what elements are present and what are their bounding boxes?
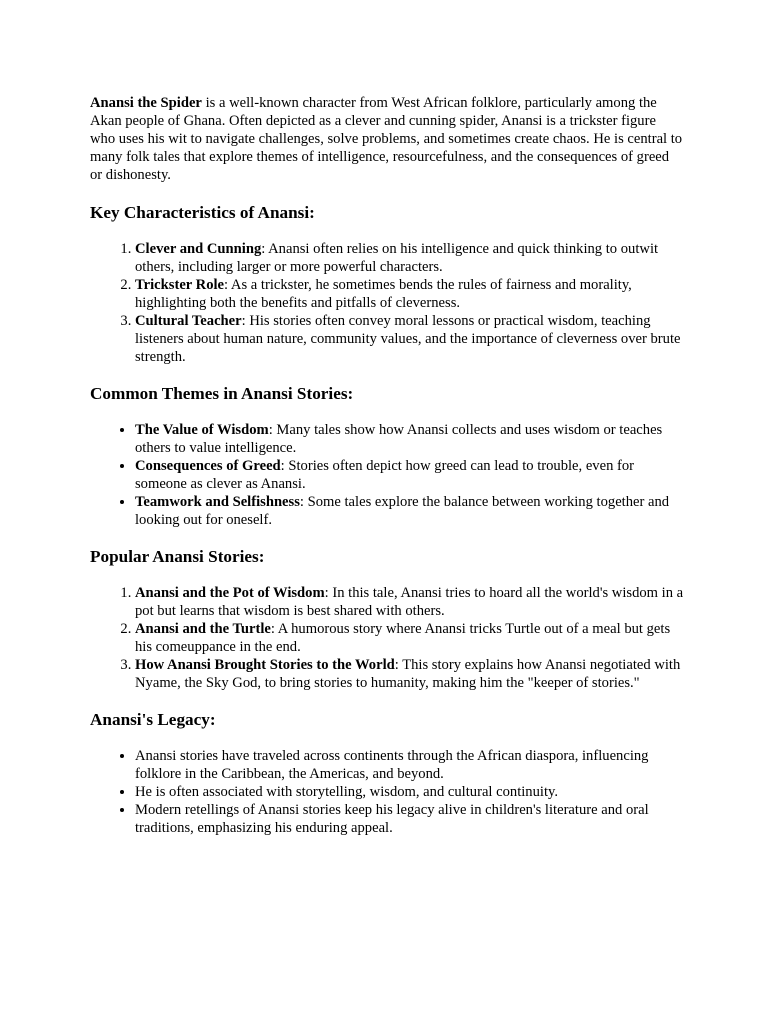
list-item (135, 493, 684, 529)
list-item-term: Consequences of Greed (135, 458, 281, 474)
list-item-term: Cultural Teacher (135, 313, 242, 329)
themes-list (90, 421, 684, 529)
list-item-text: : Some tales explore the balance between working together and looking out for oneself. (135, 494, 670, 528)
list-item-text: : As a trickster, he sometimes bends the rules of fairness and morality, highlighting both the benefits and pitfalls of cleverness. (135, 277, 632, 311)
characteristics-list (90, 240, 684, 366)
list-item (135, 656, 684, 692)
list-item: • He is often associated with storytelling, wisdom, and cultural continuity. (135, 783, 684, 801)
list-item (135, 276, 684, 312)
list-item-text: : Anansi often relies on his intelligence and quick thinking to outwit others, including larger or more powerful characters. (135, 241, 659, 275)
list-item: • Anansi stories have traveled across continents through the African diaspora, influencing folklore in the Caribbean, the Americas, and beyond. (135, 747, 684, 783)
legacy-heading: Anansi's Legacy: (90, 710, 216, 729)
list-item-term: Anansi and the Turtle (135, 621, 271, 637)
list-item (135, 584, 684, 620)
list-item (135, 421, 684, 457)
list-item-term: Anansi and the Pot of Wisdom (135, 585, 325, 601)
stories-heading: Popular Anansi Stories: (90, 547, 265, 566)
list-item-term: How Anansi Brought Stories to the World (135, 657, 395, 673)
legacy-list (90, 747, 684, 837)
list-item-text: : This story explains how Anansi negotiated with Nyame, the Sky God, to bring stories to humanity, making him the "keeper of stories." (135, 657, 681, 691)
list-item-text: : A humorous story where Anansi tricks Turtle out of a meal but gets his comeuppance in the end. (135, 621, 671, 655)
list-item-text: : Stories often depict how greed can lead to trouble, even for someone as clever as Anansi. (135, 458, 635, 492)
intro-paragraph (90, 94, 684, 184)
list-item (135, 457, 684, 493)
list-item-text: : His stories often convey moral lessons or practical wisdom, teaching listeners about human nature, community values, and the importance of cleverness over brute strength. (135, 313, 681, 365)
list-item-term: The Value of Wisdom (135, 422, 269, 438)
list-item (135, 620, 684, 656)
list-item-term: Trickster Role (135, 277, 225, 293)
list-item-term: Teamwork and Selfishness (135, 494, 300, 510)
characteristics-heading: Key Characteristics of Anansi: (90, 203, 315, 222)
list-item-term: Clever and Cunning (135, 241, 262, 257)
stories-list (90, 584, 684, 692)
list-item: • Modern retellings of Anansi stories keep his legacy alive in children's literature and oral traditions, emphasizing his enduring appeal. (135, 801, 684, 837)
list-item-text: : In this tale, Anansi tries to hoard all the world's wisdom in a pot but learns that wisdom is best shared with others. (135, 585, 684, 619)
themes-heading: Common Themes in Anansi Stories: (90, 384, 354, 403)
intro-text: is a well-known character from West African folklore, particularly among the Akan people of Ghana. Often depicted as a clever and cunning spider, Anansi is a trickster figure who uses his wit to navigate challenges, solve problems, and sometimes create chaos. He is central to many folk tales that explore themes of intelligence, resourcefulness, and the consequences of greed or dishonesty. (90, 95, 683, 183)
list-item-text: : Many tales show how Anansi collects and uses wisdom or teaches others to value intelligence. (135, 422, 663, 456)
list-item (135, 240, 684, 276)
list-item (135, 312, 684, 366)
intro-bold-term: Anansi the Spider (90, 95, 202, 111)
